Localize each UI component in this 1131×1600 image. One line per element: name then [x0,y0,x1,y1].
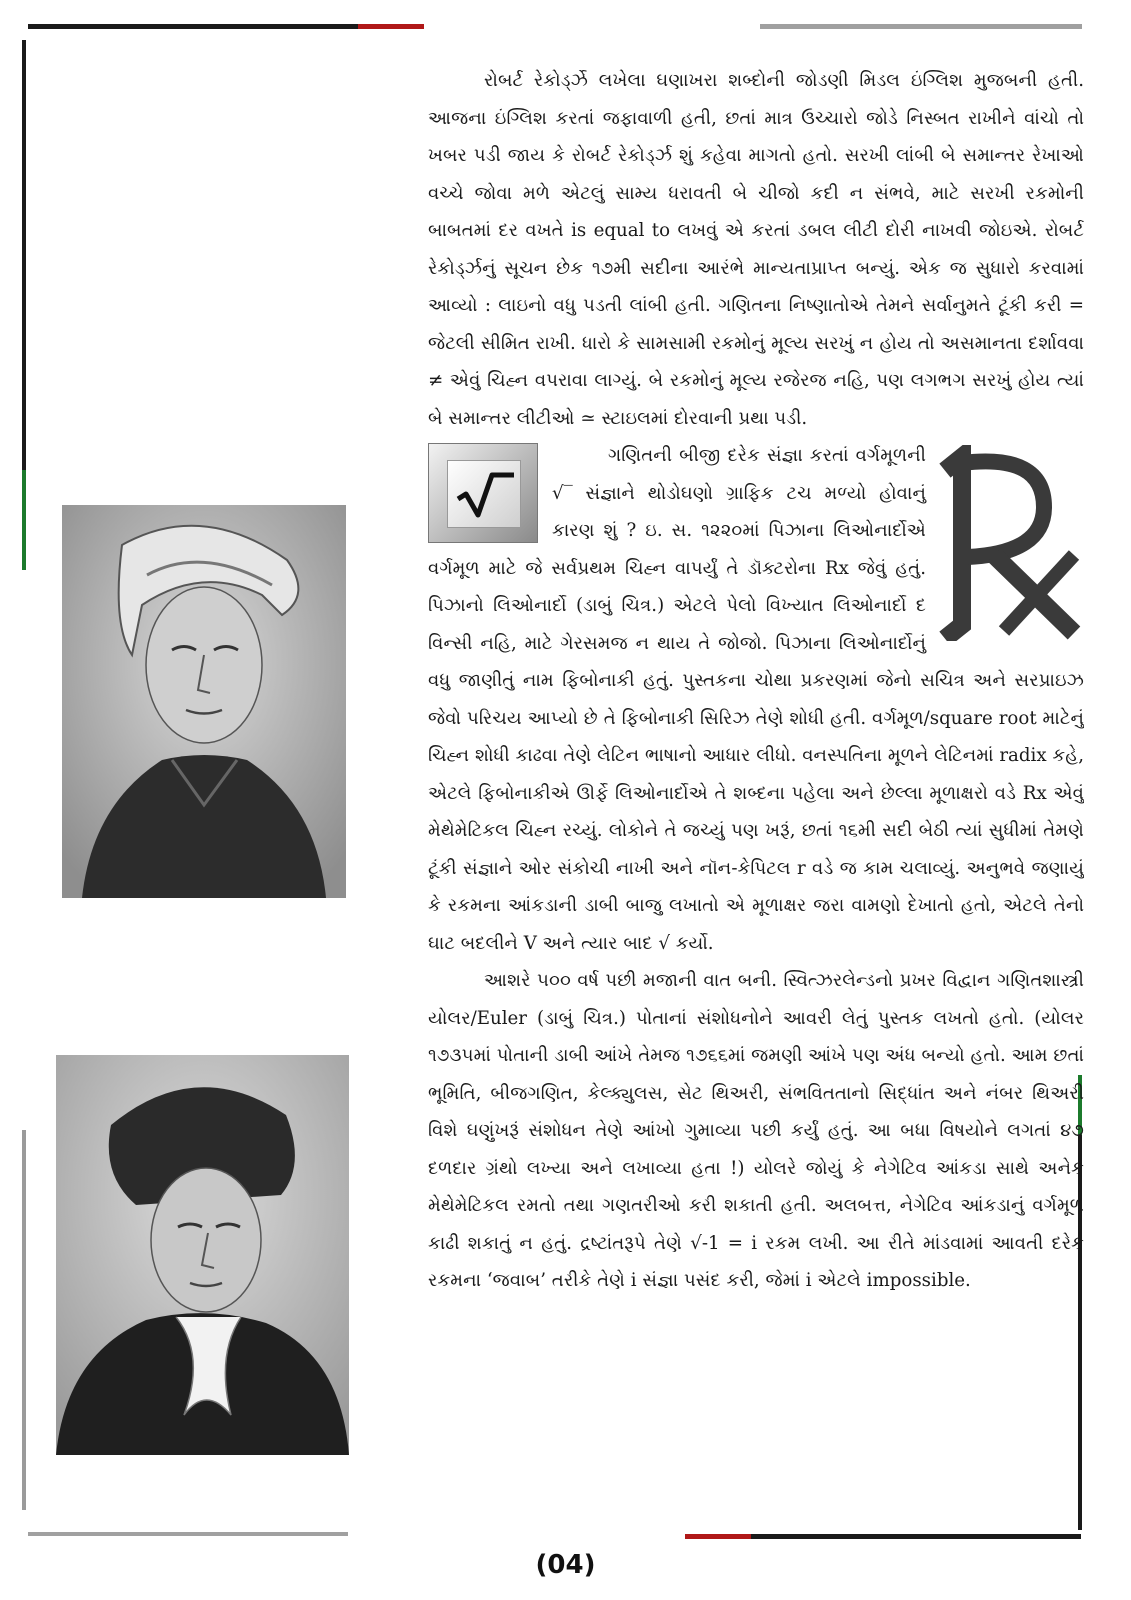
portrait-euler-drawing [56,1055,349,1455]
frame-left-vertical-black [22,40,26,470]
rx-symbol-icon [934,445,1084,641]
frame-left-vertical-gray [22,1130,26,1510]
portrait-leonardo-drawing [62,505,346,898]
frame-top-left-black [28,24,358,29]
paragraph-euler-imaginary-unit: આશરે ૫૦૦ વર્ષ પછી મજાની વાત બની. સ્વિત્ઝરલેન્ડનો પ્રખર વિદ્વાન ગણિતશાસ્ત્રી યોલર/Euler (ડાબું ચિત્ર.) પોતાનાં સંશોધનોને આવરી લેતું પુસ્તક લખતો હતો. (યોલર ૧૭૩૫માં પોતાની ડાબી આંખે તેમજ ૧૭૬૬માં જમણી આંખે પણ અંધ બન્યો હતો. આમ છતાં ભૂમિતિ, બીજગણિત, કેલ્ક્યુલસ, સેટ થિઅરી, સંભવિતતાનો સિદ્ધાંત અને નંબર થિઅરી વિશે ઘણુંખરૂં સંશોધન તેણે આંખો ગુમાવ્યા પછી કર્યું હતું. આ બધા વિષયોને લગતાં ૪૭ દળદાર ગ્રંથો લખ્યા અને લખાવ્યા હતા !) યોલરે જોયું કે નેગેટિવ આંકડા સાથે અનેક મેથેમેટિકલ રમતો તથા ગણતરીઓ કરી શકાતી હતી. અલબત્ત, નેગેટિવ આંકડાનું વર્ગમૂળ કાઢી શકાતું ન હતું. દ્રષ્ટાંતરૂપે તેણે √-1 = i રકમ લખી. આ રીતે માંડવામાં આવતી દરેક રકમના ‘જવાબ’ તરીકે તેણે i સંજ્ઞા પસંદ કરી, જેમાં i એટલે impossible. [428,970,1084,1291]
frame-top-left-red [358,24,424,29]
paragraph-square-root-block [428,437,1084,962]
frame-top-right-gray [760,24,1082,29]
paragraph-equals-sign-history: રોબર્ટ રેકોર્ડ્ઝે લખેલા ઘણાખરા શબ્દોની જોડણી મિડલ ઇંગ્લિશ મુજબની હતી. આજના ઇંગ્લિશ કરતાં જફાવાળી હતી, છતાં માત્ર ઉચ્ચારો જોડે નિસ્બત રાખીને વાંચો તો ખબર પડી જાય કે રોબર્ટ રેકોર્ડ્ઝ શું કહેવા માગતો હતો. સરખી લાંબી બે સમાન્તર રેખાઓ વચ્ચે જોવા મળે એટલું સામ્ય ધરાવતી બે ચીજો કદી ન સંભવે, માટે સરખી રકમોની બાબતમાં દર વખતે is equal to લખવું એ કરતાં ડબલ લીટી દોરી નાખવી જોઇએ. રોબર્ટ રેકોર્ડ્ઝનું સૂચન છેક ૧૭મી સદીના આરંભે માન્યતાપ્રાપ્ત બન્યું. એક જ સુધારો કરવામાં આવ્યો : લાઇનો વધુ પડતી લાંબી હતી. ગણિતના નિષ્ણાતોએ તેમને સર્વાનુમતે ટૂંકી કરી = જેટલી સીમિત રાખી. ધારો કે સામસામી રકમોનું મૂલ્ય સરખું ન હોય તો અસમાનતા દર્શાવવા ≠ એવું ચિહ્ન વપરાવા લાગ્યું. બે રકમોનું મૂલ્ય રજેરજ નહિ, પણ લગભગ સરખું હોય ત્યાં બે સમાન્તર લીટીઓ ≃ સ્ટાઇલમાં દોરવાની પ્રથા પડી. [428,70,1084,429]
sqrt-glyph-icon [448,461,520,527]
sqrt-symbol-tile [447,460,521,528]
frame-left-vertical-green [22,470,26,570]
portrait-leonardo-fibonacci [62,505,346,898]
article-text-column [428,62,1084,1300]
frame-bottom-left-gray [28,1532,348,1536]
portrait-euler [56,1055,349,1455]
page-number: (04) [535,1550,596,1580]
rx-glyph-icon [934,445,1084,641]
paragraph-square-root-history: ગણિતની બીજી દરેક સંજ્ઞા કરતાં વર્ગમૂળની √‾ સંજ્ઞાને થોડોઘણો ગ્રાફિક ટચ મળ્યો હોવાનું કારણ શું ? ઇ. સ. ૧૨૨૦માં પિઝાના લિઓનાર્દોએ વર્ગમૂળ માટે જે સર્વપ્રથમ ચિહ્ન વાપર્યું તે ડૉક્ટરોના Rx જેવું હતું. પિઝાનો લિઓનાર્દો (ડાબું ચિત્ર.) એટલે પેલો વિખ્યાત લિઓનાર્દો દ વિન્સી નહિ, માટે ગેરસમજ ન થાય તે જોજો. પિઝાના લિઓનાર્દોનું વધુ જાણીતું નામ ફિબોનાકી હતું. પુસ્તકના ચોથા પ્રકરણમાં જેનો સચિત્ર અને સરપ્રાઇઝ જેવો પરિચય આપ્યો છે તે ફિબોનાકી સિરિઝ તેણે શોધી હતી. વર્ગમૂળ/square root માટેનું ચિહ્ન શોધી કાઢવા તેણે લેટિન ભાષાનો આધાર લીધો. વનસ્પતિના મૂળને લેટિનમાં radix કહે, એટલે ફિબોનાકીએ ઊર્ફે લિઓનાર્દોએ તે શબ્દના પહેલા અને છેલ્લા મૂળાક્ષરો વડે Rx એવું મેથેમેટિકલ ચિહ્ન રચ્યું. લોકોને તે જચ્યું પણ ખરૂં, છતાં ૧૬મી સદી બેઠી ત્યાં સુધીમાં તેમણે ટૂંકી સંજ્ઞાને ઓર સંકોચી નાખી અને નૉન-કેપિટલ r વડે જ કામ ચલાવ્યું. અનુભવે જણાયું કે રકમના આંકડાની ડાબી બાજુ લખાતો એ મૂળાક્ષર જરા વામણો દેખાતો હતો, એટલે તેનો ઘાટ બદલીને V અને ત્યાર બાદ √ કર્યો. [428,445,1084,954]
frame-bottom-right-red [685,1534,751,1539]
frame-bottom-right-black [751,1534,1081,1539]
sqrt-symbol-icon [428,443,538,543]
